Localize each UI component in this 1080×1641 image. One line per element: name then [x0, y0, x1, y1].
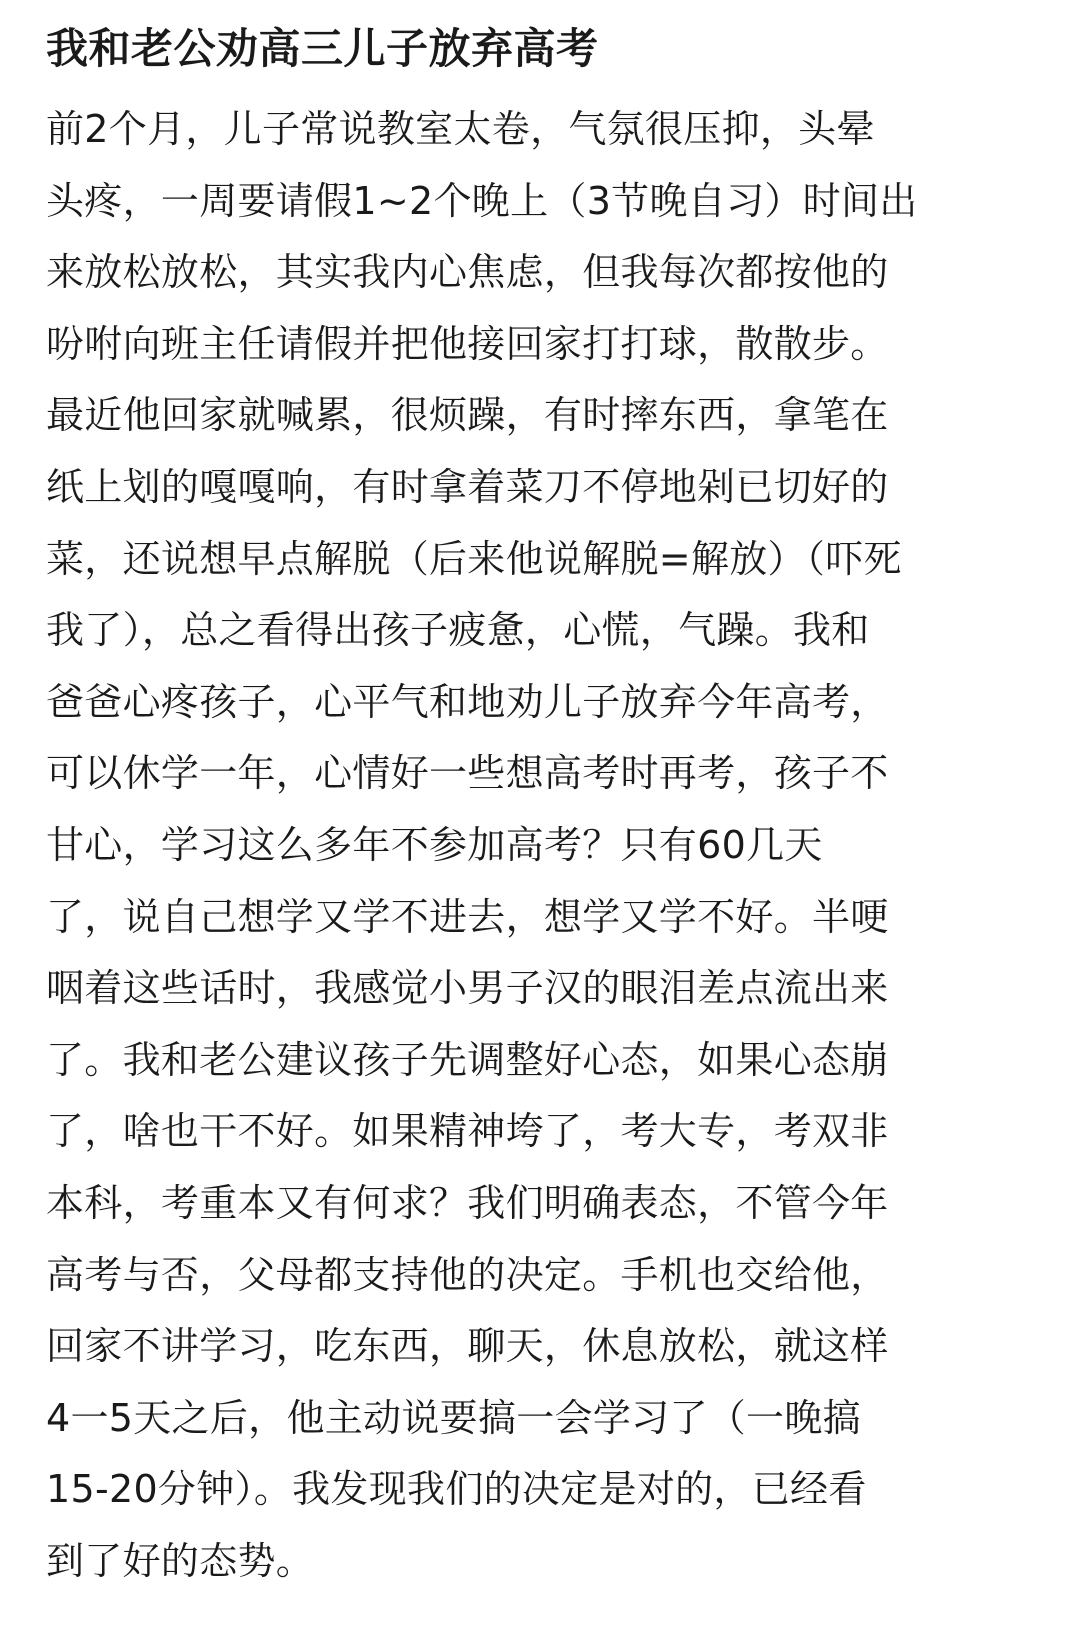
post-body-line: 咽着这些话时，我感觉小男子汉的眼泪差点流出来: [46, 966, 889, 1011]
post-body-line: 菜，还说想早点解脱（后来他说解脱=解放）（吓死: [46, 536, 902, 581]
post-body-line: 了，说自己想学又学不进去，想学又学不好。半哽: [46, 894, 889, 939]
post-body-line: 纸上划的嘎嘎响，有时拿着菜刀不停地剁已切好的: [46, 464, 889, 509]
post-body-line: 了。我和老公建议孩子先调整好心态，如果心态崩: [46, 1037, 889, 1082]
post-body-line: 头疼，一周要请假1~2个晚上（3节晚自习）时间出: [46, 178, 918, 223]
post-body-line: 最近他回家就喊累，很烦躁，有时摔东西，拿笔在: [46, 393, 889, 438]
post-body-line: 可以休学一年，心情好一些想高考时再考，孩子不: [46, 751, 889, 796]
post-body-line: 我了），总之看得出孩子疲惫，心慌，气躁。我和: [46, 608, 870, 653]
post-body: [46, 94, 1040, 1597]
post-body-line: 吩咐向班主任请假并把他接回家打打球，散散步。: [46, 321, 889, 366]
post-body-line: 了，啥也干不好。如果精神垮了，考大专，考双非: [46, 1109, 889, 1154]
post-body-line: 高考与否，父母都支持他的决定。手机也交给他，: [46, 1252, 889, 1297]
post-body-line: 15-20分钟）。我发现我们的决定是对的，已经看: [46, 1467, 867, 1512]
post-body-line: 来放松放松，其实我内心焦虑，但我每次都按他的: [46, 250, 889, 295]
post-body-line: 4一5天之后，他主动说要搞一会学习了（一晚搞: [46, 1395, 861, 1440]
post-title: 我和老公劝高三儿子放弃高考: [46, 24, 599, 73]
post-body-line: 本科，考重本又有何求？我们明确表态，不管今年: [46, 1180, 889, 1225]
post-body-line: 回家不讲学习，吃东西，聊天，休息放松，就这样: [46, 1324, 889, 1369]
post-body-line: 爸爸心疼孩子，心平气和地劝儿子放弃今年高考，: [46, 679, 889, 724]
post-body-line: 甘心，学习这么多年不参加高考？只有60几天: [46, 822, 823, 867]
post-body-line: 到了好的态势。: [46, 1538, 315, 1583]
post-body-line: 前2个月，儿子常说教室太卷，气氛很压抑，头晕: [46, 107, 875, 151]
